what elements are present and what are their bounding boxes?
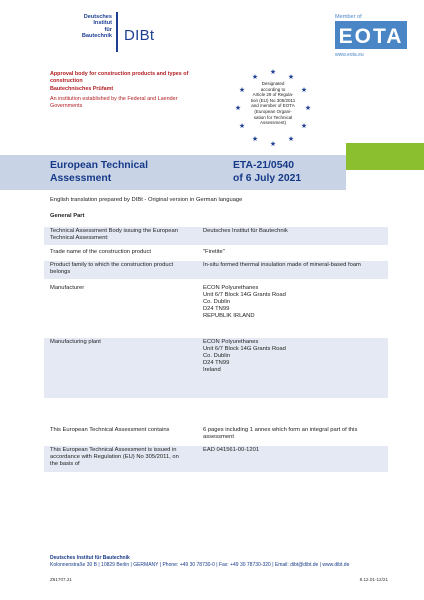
eota-member-label: Member of <box>335 14 362 20</box>
row-value: 6 pages including 1 annex which form an integral part of this assessment <box>203 427 358 440</box>
row-value: Deutsches Institut für Bautechnik <box>203 228 288 234</box>
table-row <box>44 284 388 336</box>
footer-version: 8.12.01-12/21 <box>359 577 388 582</box>
star-icon: ★ <box>300 122 308 130</box>
star-icon: ★ <box>238 86 246 94</box>
star-icon: ★ <box>304 104 312 112</box>
row-label: This European Technical Assessment is issued in accordance with Regulation (EU) No 305/2011, on the basis of <box>50 447 179 467</box>
star-icon: ★ <box>251 73 259 81</box>
row-label: Manufacturer <box>50 285 85 291</box>
eta-number: ETA-21/0540 of 6 July 2021 <box>233 160 302 184</box>
star-icon: ★ <box>238 122 246 130</box>
row-label: This European Technical Assessment contains <box>50 427 170 433</box>
star-icon: ★ <box>287 135 295 143</box>
document-title: European Technical Assessment <box>50 160 148 184</box>
dibt-logo <box>50 12 156 52</box>
dibt-mark: DIBt <box>124 27 155 44</box>
eota-logo <box>335 21 407 49</box>
star-icon: ★ <box>287 73 295 81</box>
table-row <box>44 446 388 472</box>
section-title: General Part <box>50 213 85 219</box>
row-label: Technical Assessment Body issuing the European Technical Assessment: <box>50 228 178 241</box>
star-icon: ★ <box>234 104 242 112</box>
designated-notice: Designated according to Article 29 of Regula- tion (EU) No 305/2011 and member of EOTA (European Organi- sation for Technical Assessment) <box>250 81 296 126</box>
table-row <box>44 426 388 444</box>
star-icon: ★ <box>269 68 277 76</box>
dibt-name: Deutsches Institut für Bautechnik <box>81 14 112 40</box>
table-row <box>44 338 388 398</box>
row-value: EAD 041561-00-1201 <box>203 447 260 453</box>
svg-text:EOTA: EOTA <box>338 25 404 48</box>
institution-text: An institution established by the Federal and Laender Governments <box>50 96 178 109</box>
dibt-logo-divider <box>116 12 118 52</box>
row-value: "Firetite" <box>203 249 225 255</box>
row-value: ECON Polyurethanes Unit 6/7 Block 14G Grants Road Co. Dublin D24 TN99 REPUBLIK IRLAND <box>203 285 286 319</box>
pruefamt-text: Bautechnisches Prüfamt <box>50 86 114 92</box>
row-value: In-situ formed thermal insulation made of mineral-based foam <box>203 262 361 268</box>
eota-url[interactable]: www.eota.eu <box>335 52 364 58</box>
green-accent-bar <box>346 143 424 170</box>
row-value: ECON Polyurethanes Unit 6/7 Block 14G Grants Road Co. Dublin D24 TN99 Ireland <box>203 339 286 373</box>
footer-address: Kolonnenstraße 30 B | 10829 Berlin | GERMANY | Phone: +49 30 78730-0 | Fax: +49 30 78730-320 | Email: dibt@dibt.de | www.dibt.de <box>50 562 350 568</box>
star-icon: ★ <box>251 135 259 143</box>
table-row <box>44 248 388 259</box>
star-icon: ★ <box>300 86 308 94</box>
approval-body-text: Approval body for construction products and types of construction <box>50 71 189 84</box>
footer-institute: Deutsches Institut für Bautechnik <box>50 555 130 561</box>
row-label: Trade name of the construction product <box>50 249 151 255</box>
row-label: Product family to which the construction product belongs <box>50 262 174 275</box>
row-label: Manufacturing plant <box>50 339 101 345</box>
table-row <box>44 227 388 245</box>
translation-note: English translation prepared by DIBt - Original version in German language <box>50 197 243 203</box>
star-icon: ★ <box>269 140 277 148</box>
footer-doc-code: Z61707.21 <box>50 577 72 582</box>
table-row <box>44 261 388 279</box>
